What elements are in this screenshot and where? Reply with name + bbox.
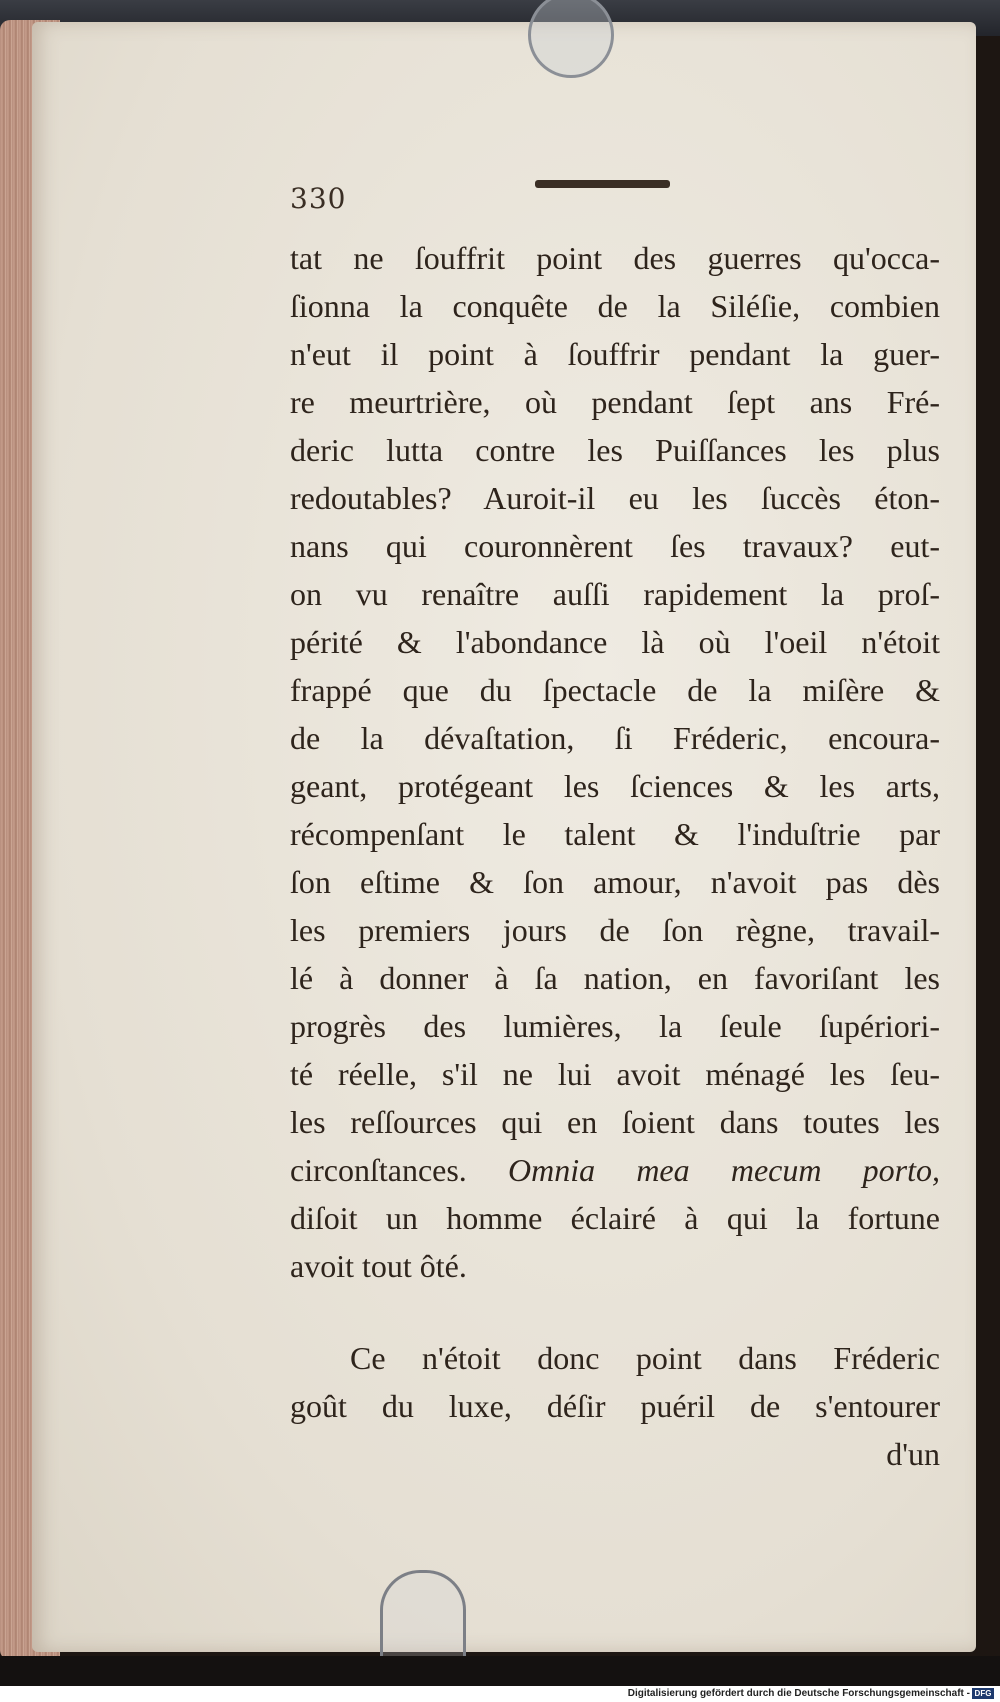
- dfg-logo: DFG: [972, 1688, 994, 1699]
- latin-quote: Omnia mea mecum porto,: [508, 1152, 940, 1188]
- text-line: diſoit un homme éclairé à qui la fortune: [290, 1200, 940, 1236]
- text-line: on vu renaître auſſi rapidement la proſ-: [290, 576, 940, 612]
- text-line: geant, protégeant les ſciences & les arts,: [290, 768, 940, 804]
- text-line: ſionna la conquête de la Siléſie, combien: [290, 288, 940, 324]
- text-line: té réelle, s'il ne lui avoit ménagé les ſeu-: [290, 1056, 940, 1092]
- catchword: d'un: [886, 1436, 940, 1472]
- text-line-with-quote: [290, 1146, 940, 1194]
- text-line: tat ne ſouffrit point des guerres qu'occa-: [290, 240, 940, 276]
- text-line: re meurtrière, où pendant ſept ans Fré-: [290, 384, 940, 420]
- scanner-bottom-band: [0, 1656, 1000, 1686]
- text-line: nans qui couronnèrent ſes travaux? eut-: [290, 528, 940, 564]
- digitization-credit: Digitalisierung gefördert durch die Deutsche Forschungsgemeinschaft -: [627, 1688, 970, 1699]
- text-line: ſon eſtime & ſon amour, n'avoit pas dès: [290, 864, 940, 900]
- text-line-start: circonſtances.: [290, 1152, 467, 1188]
- text-line: de la dévaſtation, ſi Fréderic, encoura-: [290, 720, 940, 756]
- text-line: redoutables? Auroit-il eu les ſuccès éton-: [290, 480, 940, 516]
- scanner-clip-top: [528, 0, 614, 78]
- header-ornament-rule: [535, 180, 670, 188]
- body-text: [290, 234, 940, 1478]
- text-line: frappé que du ſpectacle de la miſère &: [290, 672, 940, 708]
- text-line: deric lutta contre les Puiſſances les plus: [290, 432, 940, 468]
- paragraph-gap: [290, 1290, 940, 1334]
- text-line: progrès des lumières, la ſeule ſupériori-: [290, 1008, 940, 1044]
- text-line: Ce n'étoit donc point dans Fréderic: [350, 1340, 940, 1376]
- text-line: les reſſources qui en ſoient dans toutes les: [290, 1104, 940, 1140]
- text-line: goût du luxe, déſir puéril de s'entourer: [290, 1388, 940, 1424]
- text-line: récompenſant le talent & l'induſtrie par: [290, 816, 940, 852]
- text-line: les premiers jours de ſon règne, travail-: [290, 912, 940, 948]
- text-line: lé à donner à ſa nation, en favoriſant les: [290, 960, 940, 996]
- text-line: n'eut il point à ſouffrir pendant la guer-: [290, 336, 940, 372]
- text-line: périté & l'abondance là où l'oeil n'étoit: [290, 624, 940, 660]
- page-number: 330: [290, 182, 347, 215]
- book-page: [32, 22, 976, 1652]
- text-line: avoit tout ôté.: [290, 1248, 467, 1284]
